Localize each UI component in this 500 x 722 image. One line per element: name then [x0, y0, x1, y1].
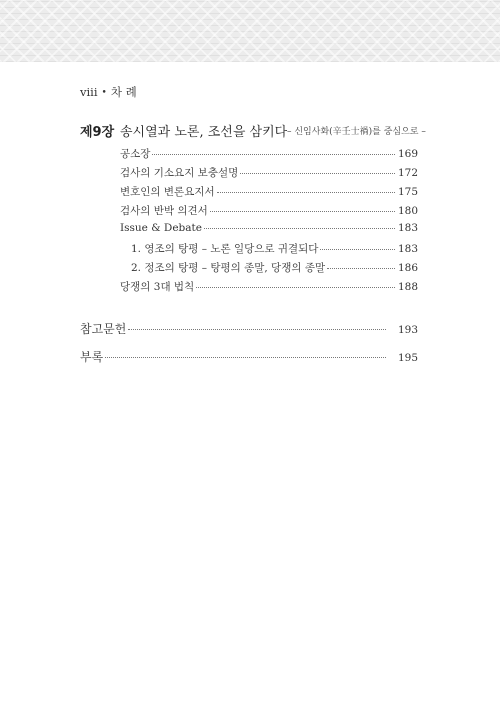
leader-dots — [105, 356, 386, 358]
leader-dots — [327, 267, 395, 269]
toc-entry[interactable] — [120, 279, 418, 294]
toc-entry-page: 195 — [397, 352, 418, 364]
toc-entry[interactable] — [120, 203, 418, 218]
leader-dots — [152, 153, 395, 155]
leader-dots — [240, 172, 395, 174]
toc-entry[interactable] — [120, 222, 418, 234]
toc-entry-appendix[interactable] — [80, 348, 418, 365]
toc-entry-page: 175 — [397, 186, 418, 198]
toc-entry-page: 180 — [397, 205, 418, 217]
toc-entry[interactable] — [120, 146, 418, 161]
toc-entry[interactable] — [120, 184, 418, 199]
leader-dots — [196, 286, 395, 288]
chapter-title[interactable]: 송시열과 노론, 조선을 삼키다 — [120, 125, 288, 140]
toc-entry-page: 186 — [397, 262, 418, 274]
toc-entry-label: Issue & Debate — [120, 222, 202, 234]
toc-entry[interactable] — [120, 165, 418, 180]
leader-dots — [320, 248, 395, 250]
running-head-section: 차 례 — [110, 85, 137, 99]
chapter-number: 제9장 — [80, 125, 115, 140]
toc-entry-label: 공소장 — [120, 148, 151, 160]
toc-entry-label: 검사의 기소요지 보충설명 — [120, 167, 239, 179]
leader-dots — [128, 328, 386, 330]
toc-entry-page: 188 — [397, 281, 418, 293]
toc-entry-page: 183 — [397, 243, 418, 255]
toc-entry-references[interactable] — [80, 320, 418, 337]
running-head — [80, 84, 137, 100]
running-head-page-number: viii — [80, 85, 98, 99]
header-pattern-band — [0, 0, 500, 62]
running-head-separator: • — [101, 88, 107, 98]
toc-entry-page: 172 — [397, 167, 418, 179]
toc-entry-page: 183 — [397, 222, 418, 234]
toc-entry-page: 193 — [397, 324, 418, 336]
chapter-subtitle: – 신임사화(辛壬士禍)를 중심으로 – — [287, 127, 426, 137]
toc-entry-page: 169 — [397, 148, 418, 160]
toc-subentry[interactable] — [131, 241, 418, 256]
leader-dots — [217, 191, 395, 193]
toc-entry-label: 2. 정조의 탕평 – 탕평의 종말, 당쟁의 종말 — [131, 262, 326, 274]
leader-dots — [204, 227, 395, 229]
toc-entry-label: 참고문헌 — [80, 322, 127, 336]
toc-subentry[interactable] — [131, 260, 418, 275]
toc-entry-label: 검사의 반박 의견서 — [120, 205, 208, 217]
toc-entry-label: 당쟁의 3대 법칙 — [120, 281, 195, 293]
toc-entry-label: 변호인의 변론요지서 — [120, 186, 215, 198]
toc-entry-label: 1. 영조의 탕평 – 노론 일당으로 귀결되다 — [131, 243, 319, 255]
toc-entry-label: 부록 — [80, 350, 104, 364]
leader-dots — [210, 210, 395, 212]
